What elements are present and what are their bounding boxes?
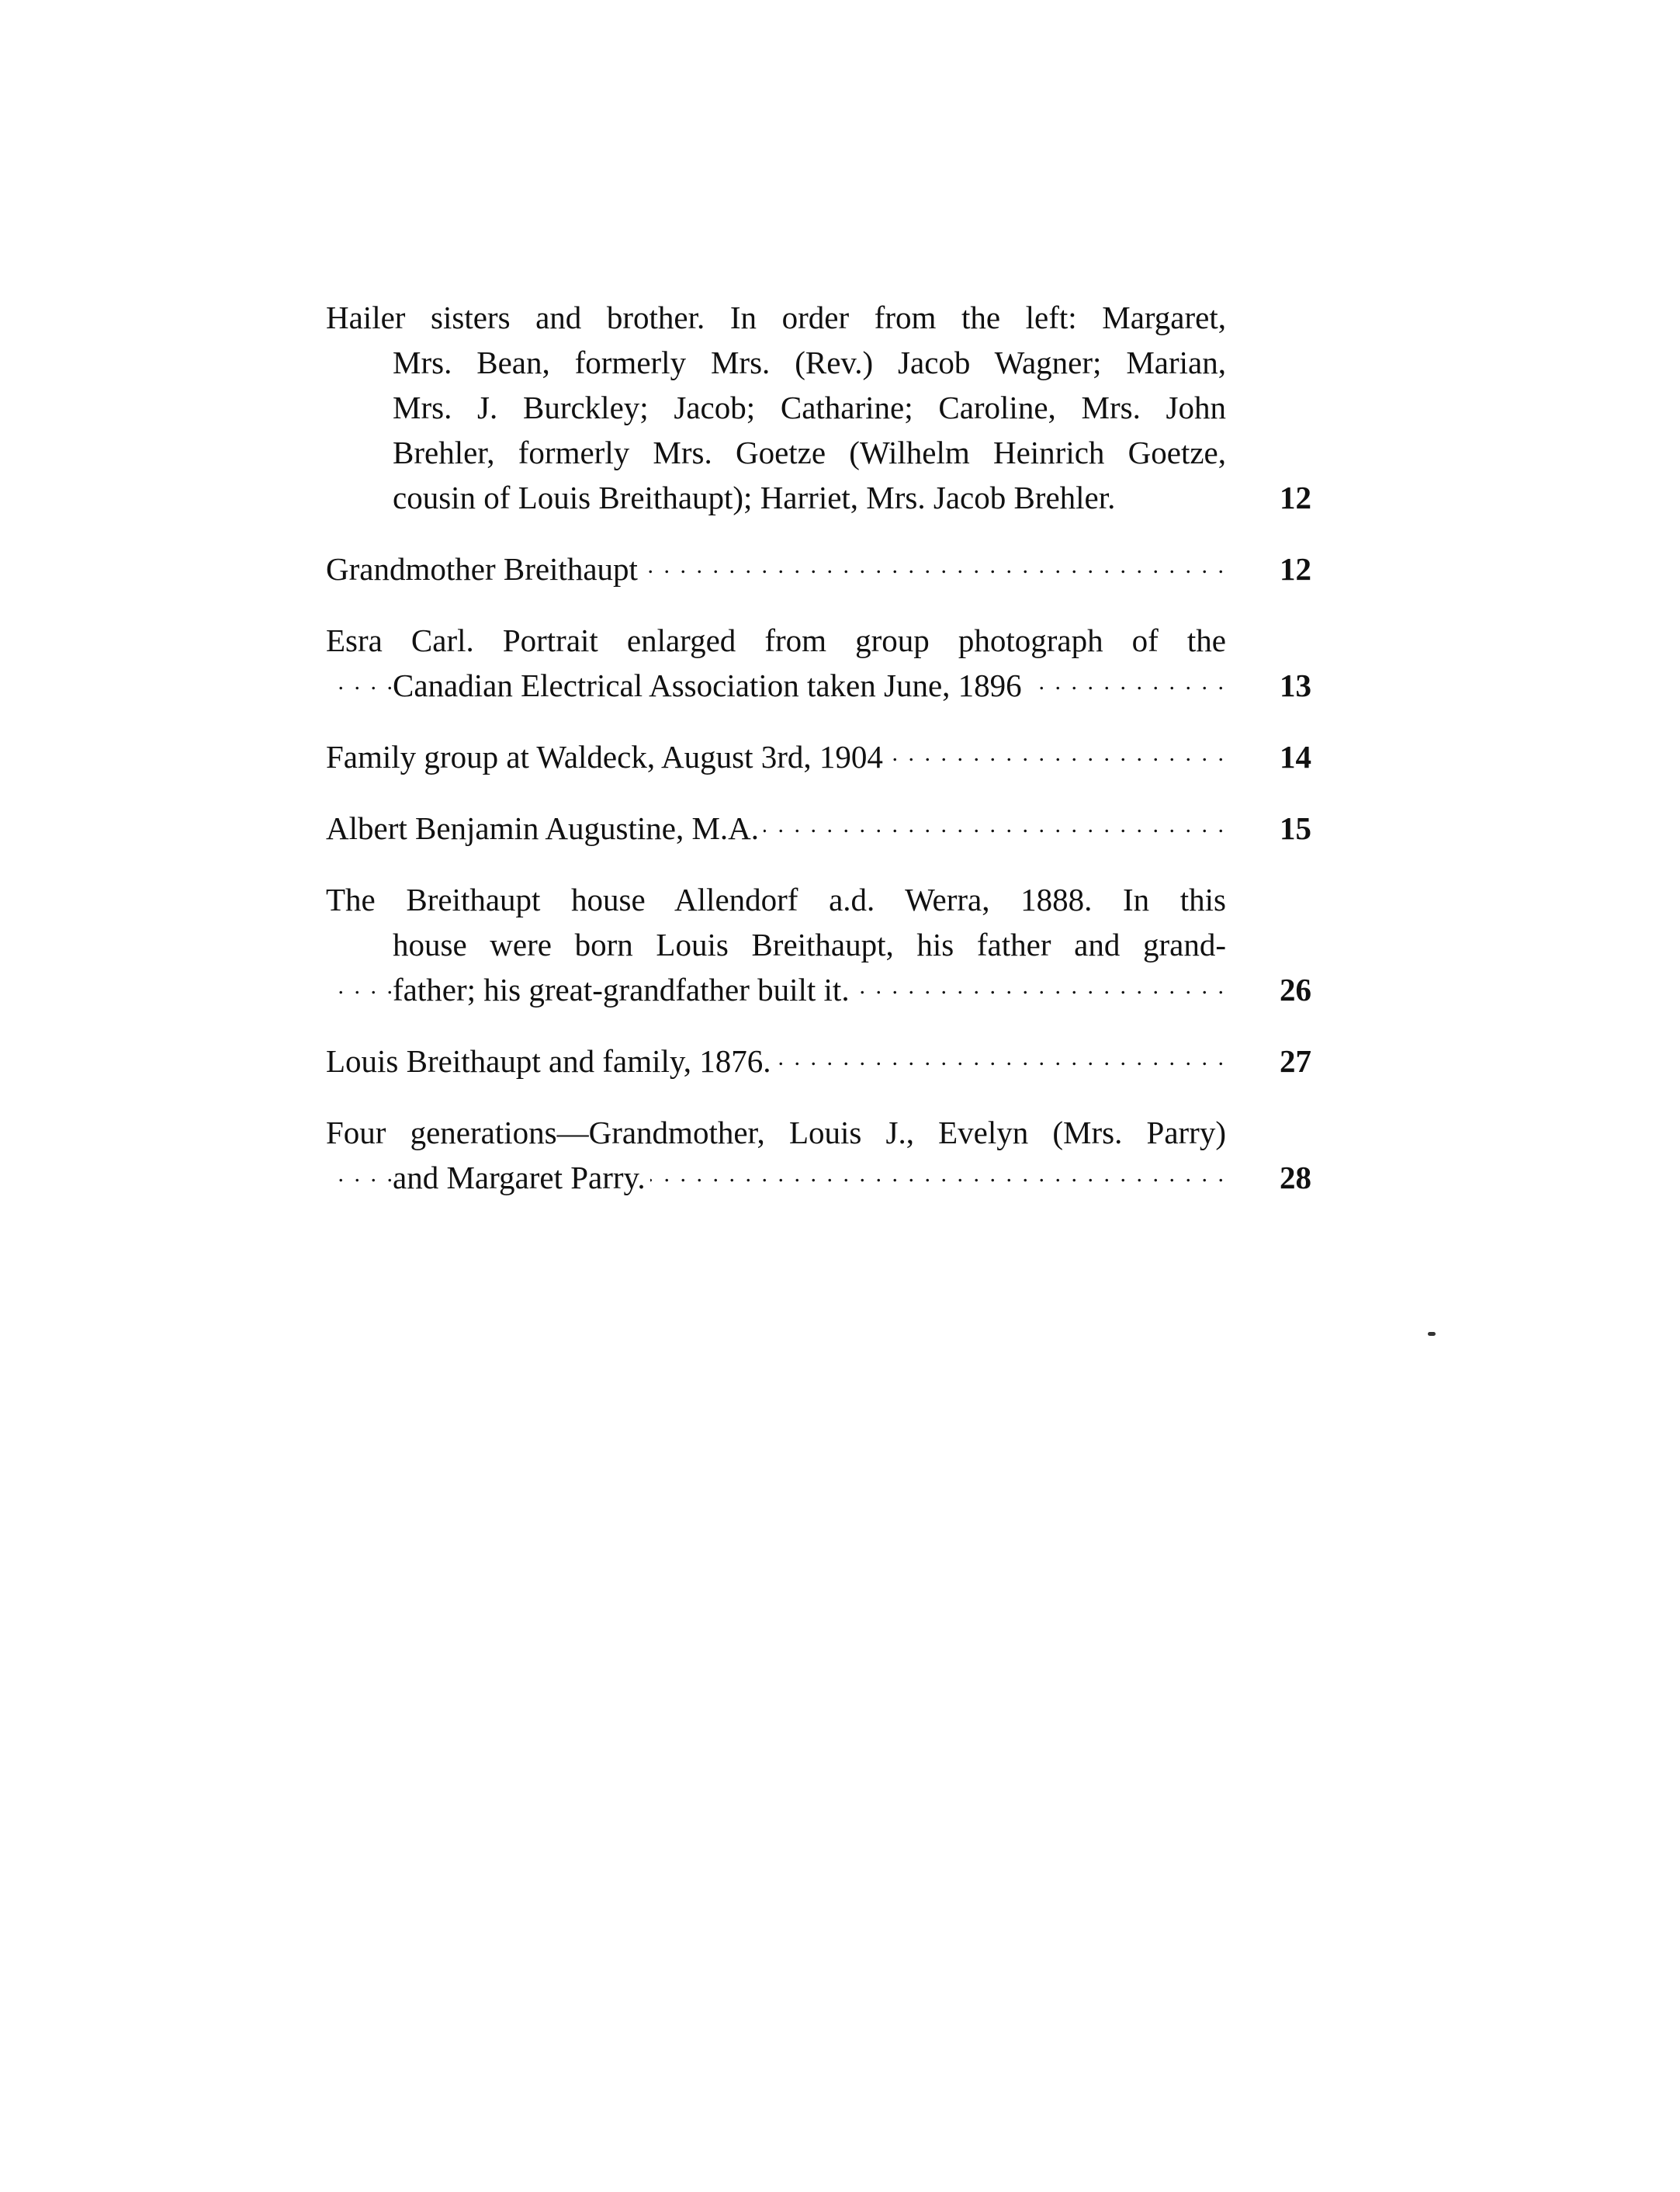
- entry-line: The Breithaupt house Allendorf a.d. Werra, 1888. In this: [326, 882, 1226, 917]
- entry-line: father; his great-grandfather built it. . . .: [326, 967, 1226, 1012]
- entry-line: and Margaret Parry. . . .: [326, 1155, 1226, 1200]
- page-number: 14: [1280, 739, 1311, 775]
- toc-entry: [326, 1039, 1311, 1084]
- entry-line: Family group at Waldeck, August 3rd, 1904 . . .: [326, 734, 1226, 779]
- page-number: 12: [1280, 480, 1311, 515]
- entry-line: house were born Louis Breithaupt, his father and grand-: [393, 927, 1226, 962]
- page-number: 15: [1280, 810, 1311, 846]
- entry-line: Mrs. Bean, formerly Mrs. (Rev.) Jacob Wagner; Marian,: [393, 345, 1226, 380]
- list-of-illustrations: [326, 295, 1311, 1226]
- page-number: 12: [1280, 551, 1311, 587]
- toc-entry: [326, 877, 1311, 1012]
- toc-entry: [326, 546, 1311, 591]
- entry-line: Albert Benjamin Augustine, M.A. . . .: [326, 806, 1226, 851]
- entry-line: Mrs. J. Burckley; Jacob; Catharine; Caroline, Mrs. John: [393, 390, 1226, 425]
- page-number: 26: [1280, 972, 1311, 1008]
- toc-entry: [326, 1110, 1311, 1200]
- entry-line: Brehler, formerly Mrs. Goetze (Wilhelm Heinrich Goetze,: [393, 435, 1226, 470]
- toc-entry: [326, 618, 1311, 708]
- entry-line: Louis Breithaupt and family, 1876. . . .: [326, 1039, 1226, 1084]
- entry-line: Grandmother Breithaupt . . .: [326, 546, 1226, 591]
- page-number: 28: [1280, 1160, 1311, 1195]
- toc-entry: [326, 806, 1311, 851]
- entry-line: Four generations—Grandmother, Louis J., Evelyn (Mrs. Parry): [326, 1115, 1226, 1150]
- entry-line: Esra Carl. Portrait enlarged from group photograph of the: [326, 623, 1226, 658]
- scan-speck: [1428, 1332, 1436, 1336]
- page-number: 27: [1280, 1043, 1311, 1079]
- entry-line: cousin of Louis Breithaupt); Harriet, Mrs. Jacob Brehler.: [393, 480, 1116, 515]
- page-number: 13: [1280, 668, 1311, 703]
- entry-line: Hailer sisters and brother. In order from the left: Margaret,: [326, 300, 1226, 335]
- toc-entry: [326, 734, 1311, 779]
- entry-line: Canadian Electrical Association taken June, 1896 . . .: [326, 663, 1226, 708]
- toc-entry: [326, 295, 1311, 520]
